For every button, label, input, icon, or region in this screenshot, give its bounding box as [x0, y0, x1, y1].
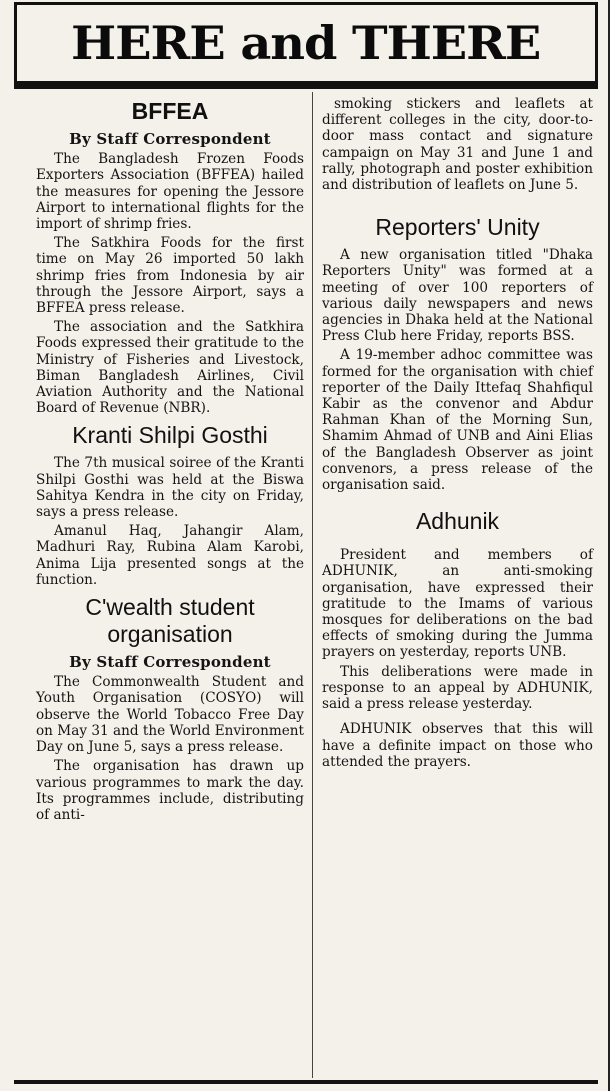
paragraph: The association and the Satkhira Foods expressed their gratitude to the Ministry of Fisheries and Livestock, Biman Bangladesh Airlines, Civil Aviation Authority and the National Board of Revenue (NBR).: [36, 319, 304, 417]
paragraph: The Commonwealth Student and Youth Organisation (COSYO) will observe the World Tobacco Free Day on May 31 and the World Environment Day on June 5, says a press release.: [36, 674, 304, 756]
headline-bffea: BFFEA: [131, 98, 209, 124]
paragraph: A new organisation titled "Dhaka Reporters Unity" was formed at a meeting of over 100 reporters of various daily newspapers and news agencies in Dhaka held at the National Press Club here Friday, reports BSS.: [322, 247, 593, 345]
paragraph: The Bangladesh Frozen Foods Exporters Association (BFFEA) hailed the measures for opening the Jessore Airport to international flights for the import of shrimp fries.: [36, 151, 304, 233]
article-adhunik: [322, 508, 593, 770]
bottom-rule: [14, 1080, 598, 1084]
paragraph: The 7th musical soiree of the Kranti Shilpi Gosthi was held at the Biswa Sahitya Kendra in the city on Friday, says a press release.: [36, 455, 304, 521]
paragraph: The organisation has drawn up various programmes to mark the day. Its programmes include, distributing of anti-: [36, 758, 304, 823]
byline-bffea: By Staff Correspondent: [69, 130, 271, 148]
continuation-paragraph: smoking stickers and leaflets at different colleges in the city, door-to-door mass contact and signature campaign on May 31 and June 1 and rally, photograph and poster exhibition and distribution of leaflets on June 5.: [322, 96, 593, 194]
paragraph: President and members of ADHUNIK, an anti-smoking organisation, have expressed their gratitude to the Imams of various mosques for deliberations on the bad effects of smoking during the Jumma prayers on yesterday, reports UNB.: [322, 547, 593, 661]
column-divider: [312, 92, 313, 1078]
byline-cwealth: By Staff Correspondent: [69, 653, 271, 672]
article-bffea: [36, 98, 304, 416]
masthead-box: [14, 2, 598, 84]
paragraph: A 19-member adhoc committee was formed for the organisation with chief reporter of the Daily Ittefaq Shahfiqul Kabir as the convenor and Abdur Rahman Khan of the Morning Sun, Shamim Ahmad of UNB and Aini Elias of the Bangladesh Observer as joint convenors, a press release of the organisation said.: [322, 347, 593, 494]
headline-reporters-unity: Reporters' Unity: [375, 214, 540, 241]
article-reporters-unity: [322, 214, 593, 493]
article-kranti-shilpi-gosthi: [36, 422, 304, 588]
paragraph: This deliberations were made in response to an appeal by ADHUNIK, said a press release yesterday.: [322, 663, 593, 713]
paragraph: ADHUNIK observes that this will have a definite impact on those who attended the prayers.: [322, 721, 593, 770]
paragraph: Amanul Haq, Jahangir Alam, Madhuri Ray, Rubina Alam Karobi, Anima Lija presented songs at the function.: [36, 523, 304, 588]
paragraph: The Satkhira Foods for the first time on May 26 imported 50 lakh shrimp fries from Indonesia by air through the Jessore Airport, says a BFFEA press release.: [36, 235, 304, 317]
left-column: [36, 92, 304, 826]
article-cwealth-student-organisation: [36, 594, 304, 823]
right-column: [322, 96, 593, 773]
masthead-underline: [14, 82, 598, 89]
headline-kranti-shilpi-gosthi: Kranti Shilpi Gosthi: [72, 422, 268, 449]
headline-adhunik: Adhunik: [415, 508, 500, 535]
headline-cwealth-student-organisation: C'wealth student organisation: [85, 594, 255, 648]
masthead-title: HERE and THERE: [71, 16, 541, 70]
